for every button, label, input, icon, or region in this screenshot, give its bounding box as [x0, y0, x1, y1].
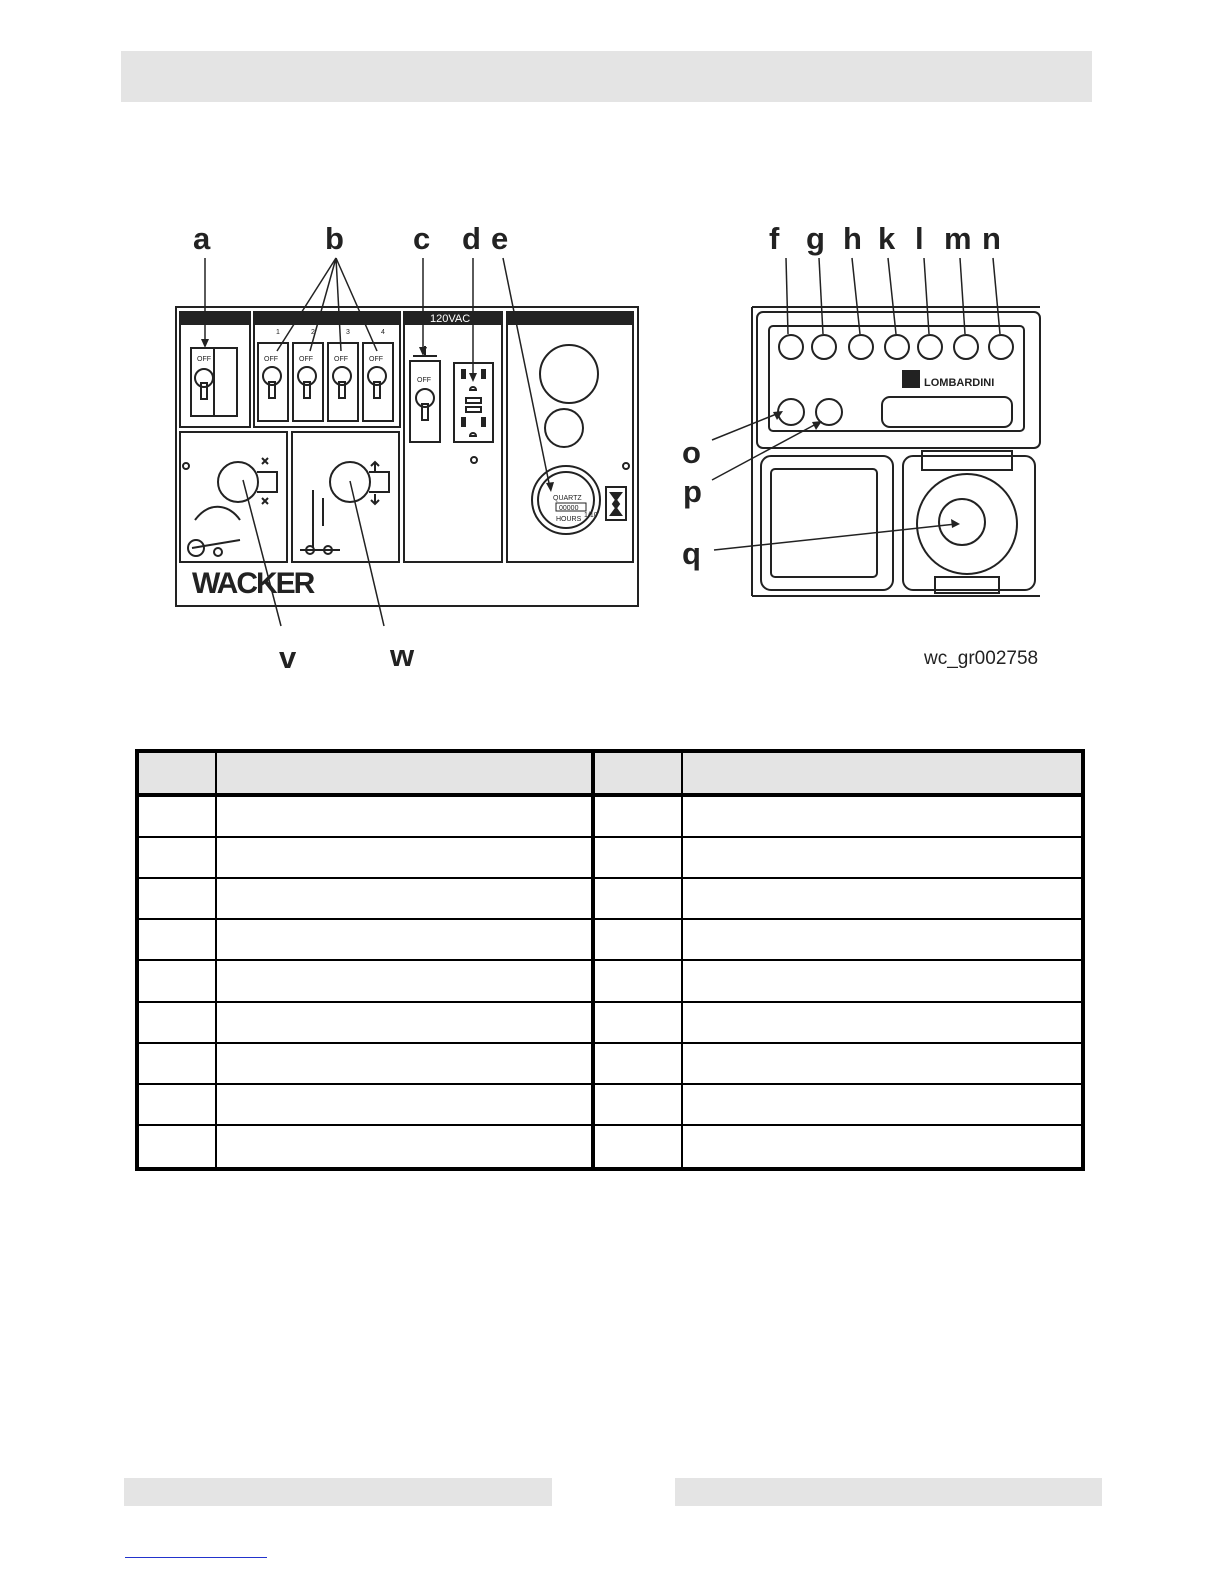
table-cell — [595, 797, 683, 838]
callout-h: h — [843, 221, 862, 256]
callout-a: a — [193, 221, 211, 256]
off-label-2: OFF — [299, 356, 313, 363]
engine-control-panel — [752, 307, 1040, 596]
voltage-label: 120VAC — [430, 313, 471, 325]
breaker-number-3: 3 — [346, 329, 350, 336]
table-cell — [139, 1003, 217, 1044]
footer-band-right — [675, 1478, 1102, 1506]
breaker-number-4: 4 — [381, 329, 385, 336]
table-cell — [595, 1003, 683, 1044]
off-label-outlet: OFF — [417, 377, 431, 384]
callout-o: o — [682, 435, 701, 470]
table-cell — [683, 1044, 1081, 1085]
callout-f: f — [769, 221, 780, 256]
callout-n: n — [982, 221, 1001, 256]
table-cell — [139, 920, 217, 961]
table-cell — [683, 920, 1081, 961]
table-cell — [217, 1085, 595, 1126]
callout-v: v — [279, 640, 297, 675]
off-label-3: OFF — [334, 356, 348, 363]
table-cell — [595, 838, 683, 879]
table-cell — [139, 797, 217, 838]
breaker-number-1: 1 — [276, 329, 280, 336]
table-cell — [217, 1126, 595, 1167]
hourmeter-brand: QUARTZ — [553, 495, 582, 502]
table-header-ref-2 — [595, 753, 683, 797]
table-cell — [217, 797, 595, 838]
table-cell — [217, 879, 595, 920]
brand-lombardini: LOMBARDINI — [924, 377, 995, 389]
callout-m: m — [944, 221, 972, 256]
table-cell — [217, 1044, 595, 1085]
hourmeter-unit: HOURS — [556, 516, 582, 523]
table-cell — [139, 1085, 217, 1126]
table-header-desc-2 — [683, 753, 1081, 797]
table-cell — [139, 1126, 217, 1167]
table-cell — [139, 961, 217, 1002]
table-cell — [595, 1044, 683, 1085]
hourmeter-tenth: 1/10 — [584, 512, 598, 519]
footer-band-left — [124, 1478, 552, 1506]
callout-g: g — [806, 221, 825, 256]
table-cell — [595, 1085, 683, 1126]
hourmeter-digits: 00000 — [559, 505, 579, 512]
callout-d: d — [462, 221, 481, 256]
table-cell — [683, 1003, 1081, 1044]
breaker-number-2: 2 — [311, 329, 315, 336]
table-cell — [595, 920, 683, 961]
table-cell — [217, 920, 595, 961]
control-panel-figure — [0, 0, 1224, 720]
table-header-desc-1 — [217, 753, 595, 797]
table-cell — [217, 838, 595, 879]
figure-id: wc_gr002758 — [924, 648, 1039, 669]
table-cell — [595, 1126, 683, 1167]
table-cell — [217, 961, 595, 1002]
callout-q: q — [682, 536, 701, 571]
footer-link-underline[interactable] — [125, 1557, 267, 1558]
callout-w: w — [390, 638, 415, 673]
off-label-1: OFF — [264, 356, 278, 363]
table-cell — [683, 1085, 1081, 1126]
table-cell — [683, 879, 1081, 920]
reference-table — [135, 749, 1085, 1171]
table-cell — [139, 838, 217, 879]
callout-c: c — [413, 221, 431, 256]
table-cell — [683, 797, 1081, 838]
table-cell — [139, 879, 217, 920]
callout-e: e — [491, 221, 509, 256]
table-cell — [683, 1126, 1081, 1167]
brand-wacker: WACKER — [192, 567, 314, 600]
callout-l: l — [915, 221, 924, 256]
off-label-main: OFF — [197, 356, 211, 363]
table-cell — [683, 961, 1081, 1002]
callout-b: b — [325, 221, 344, 256]
off-label-4: OFF — [369, 356, 383, 363]
table-cell — [217, 1003, 595, 1044]
table-cell — [139, 1044, 217, 1085]
table-header-ref-1 — [139, 753, 217, 797]
callout-k: k — [878, 221, 896, 256]
table-cell — [595, 879, 683, 920]
table-cell — [595, 961, 683, 1002]
left-control-panel — [176, 307, 638, 606]
table-cell — [683, 838, 1081, 879]
callout-p: p — [683, 474, 702, 509]
